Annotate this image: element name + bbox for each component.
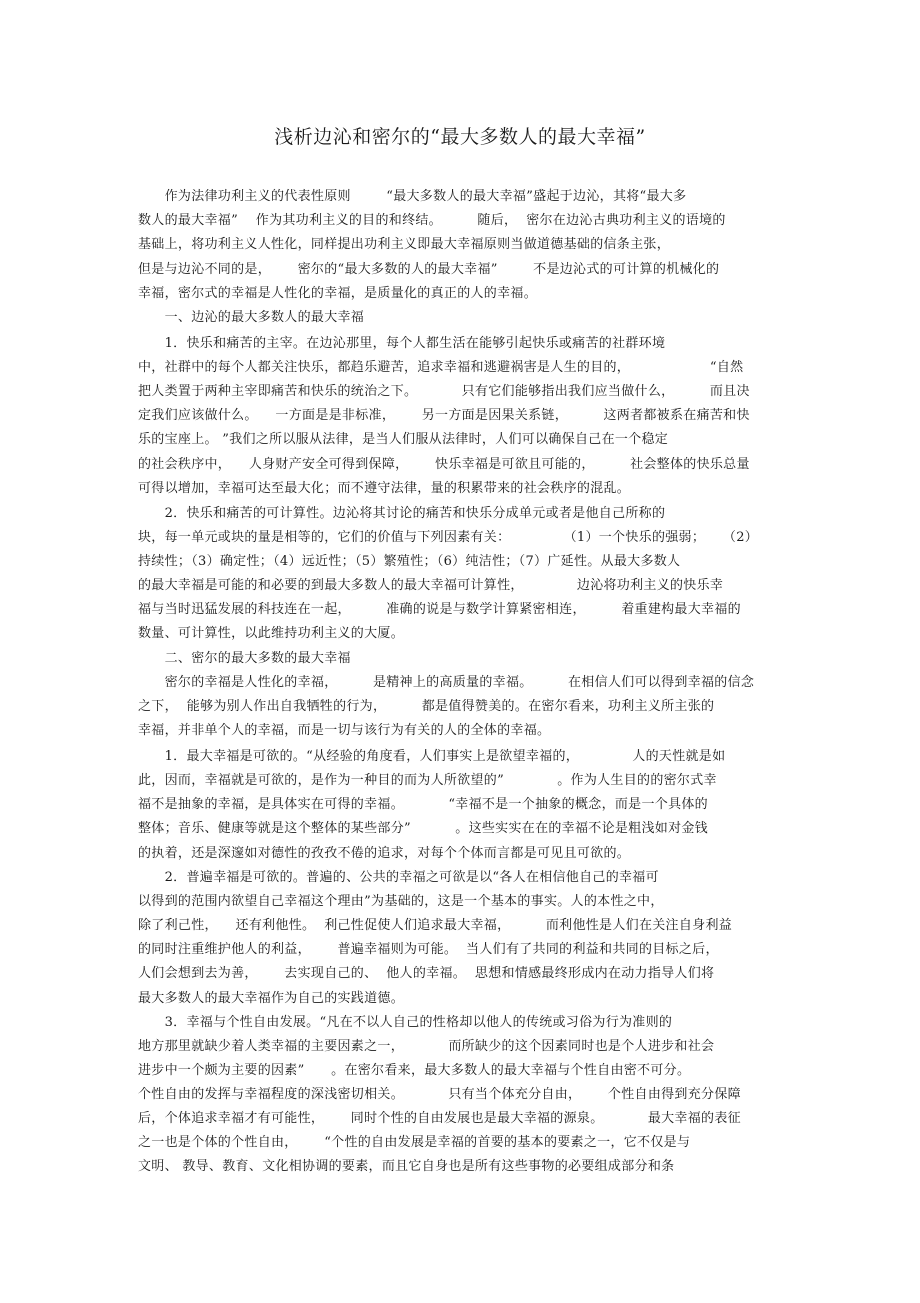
paragraph-line: 后，个体追求幸福才有可能性， 同时个性的自由发展也是最大幸福的源泉。 最大幸福的表征: [138, 1111, 741, 1126]
paragraph-line: 最大多数人的最大幸福作为自己的实践道德。: [138, 991, 405, 1006]
paragraph-line: 整体；音乐、健康等就是这个整体的某些部分” 。这些实实在在的幸福不论是粗浅如对金钱: [138, 821, 708, 836]
paragraph-line: 2．快乐和痛苦的可计算性。边沁将其讨论的痛苦和快乐分成单元或者是他自己所称的: [138, 506, 666, 521]
paragraph-line: 地方那里就缺少着人类幸福的主要因素之一， 而所缺少的这个因素同时也是个人进步和社会: [138, 1039, 715, 1054]
paragraph-line: 之一也是个体的个性自由， “个性的自由发展是幸福的首要的基本的要素之一，它不仅是与: [138, 1135, 691, 1150]
paragraph-line: 定我们应该做什么。 一方面是是非标准， 另一方面是因果关系链， 这两者都被系在痛苦和快: [138, 408, 750, 423]
paragraph-line: 福不是抽象的幸福，是具体实在可得的幸福。 “幸福不是一个抽象的概念，而是一个具体的: [138, 797, 708, 812]
paragraph-line: 进步中一个颇为主要的因素” 。在密尔看来，最大多数人的最大幸福与个性自由密不可分。: [138, 1063, 691, 1078]
paragraph-line: 基础上，将功利主义人性化，同样提出功利主义即最大幸福原则当做道德基础的信条主张，: [138, 237, 671, 252]
paragraph-line: 人们会想到去为善， 去实现自己的、 他人的幸福。 思想和情感最终形成内在动力指导人们将: [138, 966, 715, 981]
paragraph-line: 的执着，还是深邃如对德性的孜孜不倦的追求，对每个个体而言都是可见且可欲的。: [138, 846, 631, 861]
paragraph-line: 的同时注重维护他人的利益， 普遍幸福则为可能。 当人们有了共同的利益和共同的目标之后，: [138, 942, 719, 957]
paragraph-line: 数量、可计算性，以此维持功利主义的大厦。: [138, 626, 405, 641]
paragraph-line: 可得以增加，幸福可达至最大化；而不遵守法律，量的积累带来的社会秩序的混乱。: [138, 481, 631, 496]
paragraph-line: 乐的宝座上。 ”我们之所以服从法律，是当人们服从法律时，人们可以确保自己在一个稳定: [138, 432, 669, 447]
paragraph-line: 中，社群中的每个人都关注快乐，都趋乐避苦，追求幸福和逃避祸害是人生的目的， “自然: [138, 360, 744, 375]
paragraph-line: 持续性；（3）确定性；（4）远近性；（5）繁殖性；（6）纯洁性；（7）广延性。从最大多数人: [138, 554, 681, 569]
paragraph-line: 的社会秩序中， 人身财产安全可得到保障， 快乐幸福是可欲且可能的， 社会整体的快乐总量: [138, 457, 750, 472]
paragraph-line: 数人的最大幸福” 作为其功利主义的目的和终结。 随后， 密尔在边沁古典功利主义的语境的: [138, 213, 726, 228]
paragraph-line: 文明、 教导、教育、文化相协调的要素，而且它自身也是所有这些事物的必要组成部分和条: [138, 1159, 675, 1174]
paragraph-line: 块，每一单元或块的量是相等的，它们的价值与下列因素有关： （1）一个快乐的强弱； （2）: [138, 530, 759, 545]
paragraph-line: 把人类置于两种主宰即痛苦和快乐的统治之下。 只有它们能够指出我们应当做什么， 而且决: [138, 384, 750, 399]
paragraph-line: 幸福，并非单个人的幸福，而是一切与该行为有关的人的全体的幸福。: [138, 723, 551, 738]
paragraph-line: 个性自由的发挥与幸福程度的深浅密切相关。 只有当个体充分自由， 个性自由得到充分保障: [138, 1087, 741, 1102]
paragraph-line: 1．最大幸福是可欲的。“从经验的角度看，人们事实上是欲望幸福的， 人的天性就是如: [138, 749, 726, 764]
paragraph-line: 以得到的范围内欲望自己幸福这个理由”为基础的，这是一个基本的事实。人的本性之中，: [138, 894, 664, 909]
paragraph-line: 二、密尔的最大多数的最大幸福: [138, 651, 351, 666]
paragraph-line: 幸福，密尔式的幸福是人性化的幸福，是质量化的真正的人的幸福。: [138, 286, 538, 301]
paragraph-line: 但是与边沁不同的是， 密尔的“最大多数的人的最大幸福” 不是边沁式的可计算的机械化的: [138, 262, 720, 277]
paragraph-line: 此，因而，幸福就是可欲的，是作为一种目的而为人所欲望的” 。作为人生目的的密尔式幸: [138, 773, 717, 788]
paragraph-line: 除了利己性， 还有利他性。 利己性促使人们追求最大幸福， 而利他性是人们在关注自身利益: [138, 918, 733, 933]
paragraph-line: 福与当时迅猛发展的科技连在一起， 准确的说是与数学计算紧密相连， 着重建构最大幸福的: [138, 602, 741, 617]
document-title: 浅析边沁和密尔的“最大多数人的最大幸福”: [274, 126, 646, 148]
paragraph-line: 之下， 能够为别人作出自我牺牲的行为， 都是值得赞美的。在密尔看来，功利主义所主张的: [138, 699, 715, 714]
paragraph-line: 一、边沁的最大多数人的最大幸福: [138, 310, 365, 325]
paragraph-line: 1．快乐和痛苦的主宰。在边沁那里，每个人都生活在能够引起快乐或痛苦的社群环境: [138, 336, 666, 351]
paragraph-line: 作为法律功利主义的代表性原则 “最大多数人的最大幸福”盛起于边沁，其将“最大多: [138, 189, 687, 204]
paragraph-line: 密尔的幸福是人性化的幸福， 是精神上的高质量的幸福。 在相信人们可以得到幸福的信念: [138, 675, 755, 690]
paragraph-line: 3．幸福与个性自由发展。“凡在不以人自己的性格却以他人的传统或习俗为行为准则的: [138, 1015, 673, 1030]
paragraph-line: 的最大幸福是可能的和必要的到最大多数人的最大幸福可计算性， 边沁将功利主义的快乐幸: [138, 578, 724, 593]
paragraph-line: 2．普遍幸福是可欲的。普遍的、公共的幸福之可欲是以“各人在相信他自己的幸福可: [138, 870, 659, 885]
